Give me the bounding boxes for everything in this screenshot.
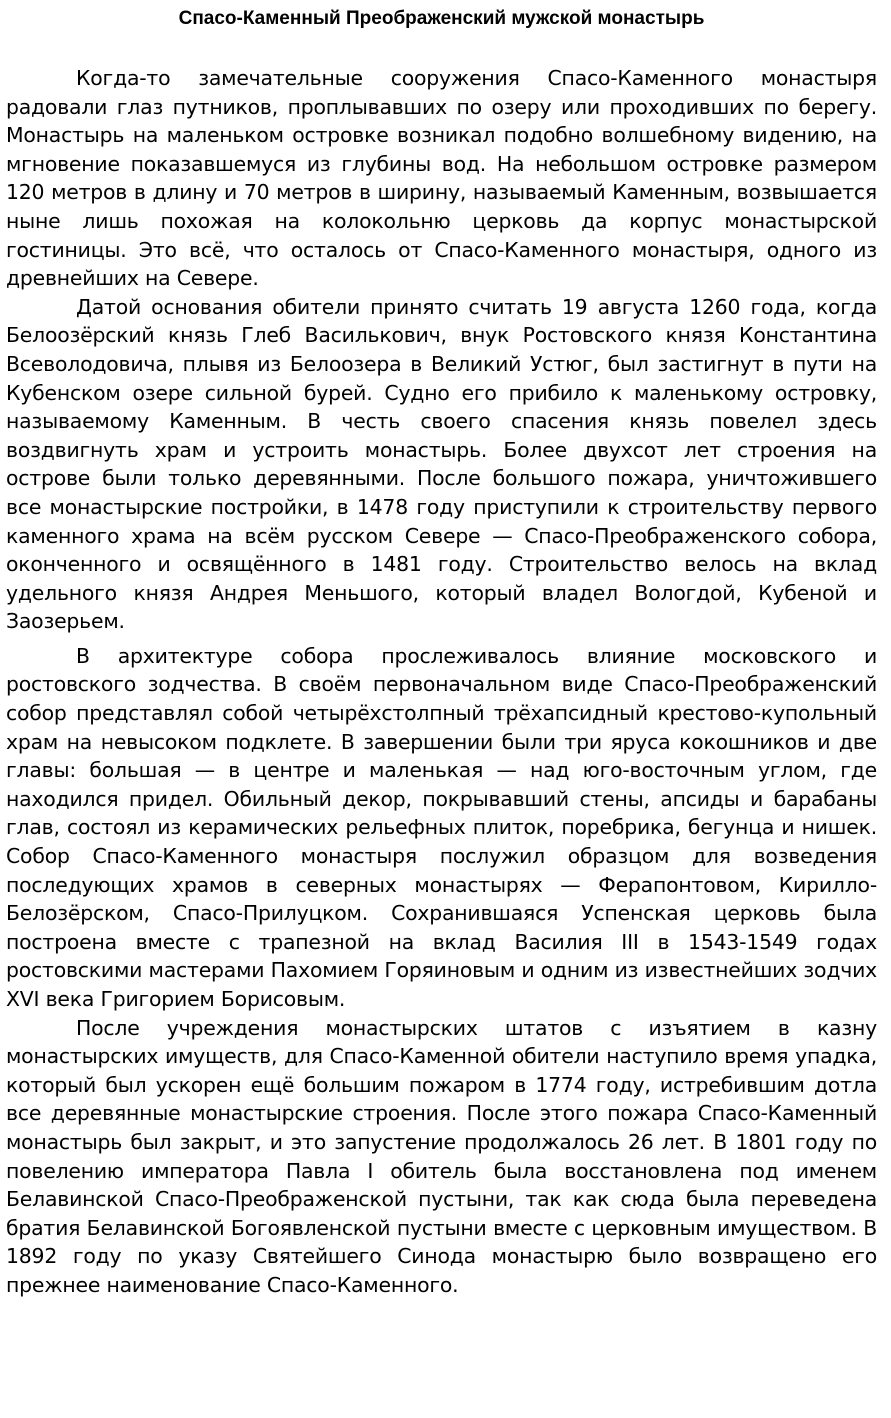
paragraph-3: В архитектуре собора прослеживалось влияние московского и ростовского зодчества. В своём первоначальном виде Спасо-Преображенский собор представлял собой четырёхстолпный трёхапсидный крестово-купольный храм на невысоком подклете. В завершении были три яруса кокошников и две главы: большая — в центре и маленькая — над юго-восточным углом, где находился придел. Обильный декор, покрывавший стены, апсиды и барабаны глав, состоял из керамических рельефных плиток, поребрика, бегунца и нишек. Собор Спасо-Каменного монастыря послужил образцом для возведения последующих храмов в северных монастырях — Ферапонтовом, Кирилло-Белозёрском, Спасо-Прилуцком. Сохранившаяся Успенская церковь была построена вместе с трапезной на вклад Василия III в 1543-1549 годах ростовскими мастерами Пахомием Горяиновым и одним из известнейших зодчих XVI века Григорием Борисовым. xyxy=(6,643,877,1011)
paragraph-2: Датой основания обители принято считать 19 августа 1260 года, когда Белоозёрский князь Глеб Василькович, внук Ростовского князя Константина Всеволодовича, плывя из Белоозера в Великий Устюг, был застигнут в пути на Кубенском озере сильной бурей. Судно его прибило к маленькому островку, называемому Каменным. В честь своего спасения князь повелел здесь воздвигнуть храм и устроить монастырь. Более двухсот лет строения на острове были только деревянными. После большого пожара, уничтожившего все монастырские постройки, в 1478 году приступили к строительству первого каменного храма на всём русском Севере — Спасо-Преображенского собора, оконченного и освящённого в 1481 году. Строительство велось на вклад удельного князя Андрея Меньшого, который владел Вологдой, Кубеной и Заозерьем. xyxy=(6,294,877,634)
paragraph-1: Когда-то замечательные сооружения Спасо-Каменного монастыря радовали глаз путников, проплывавших по озеру или проходивших по берегу. Монастырь на маленьком островке возникал подобно волшебному видению, на мгновение показавшемуся из глубины вод. На небольшом островке размером 120 метров в длину и 70 метров в ширину, называемый Каменным, возвышается ныне лишь похожая на колокольню церковь да корпус монастырской гостиницы. Это всё, что осталось от Спасо-Каменного монастыря, одного из древнейших на Севере. xyxy=(6,66,877,291)
paragraph-4: После учреждения монастырских штатов с изъятием в казну монастырских имуществ, для Спасо-Каменной обители наступило время упадка, который был ускорен ещё большим пожаром в 1774 году, истребившим дотла все деревянные монастырские строения. После этого пожара Спасо-Каменный монастырь был закрыт, и это запустение продолжалось 26 лет. В 1801 году по повелению императора Павла I обитель была восстановлена под именем Белавинской Спасо-Преображенской пустыни, так как сюда была переведена братия Белавинской Богоявленской пустыни вместе с церковным имуществом. В 1892 году по указу Святейшего Синода монастырю было возвращено его прежнее наименование Спасо-Каменного. xyxy=(6,1015,877,1297)
document-body xyxy=(6,64,877,1300)
document-page xyxy=(6,0,877,1300)
document-title: Спасо-Каменный Преображенский мужской монастырь xyxy=(178,8,705,29)
